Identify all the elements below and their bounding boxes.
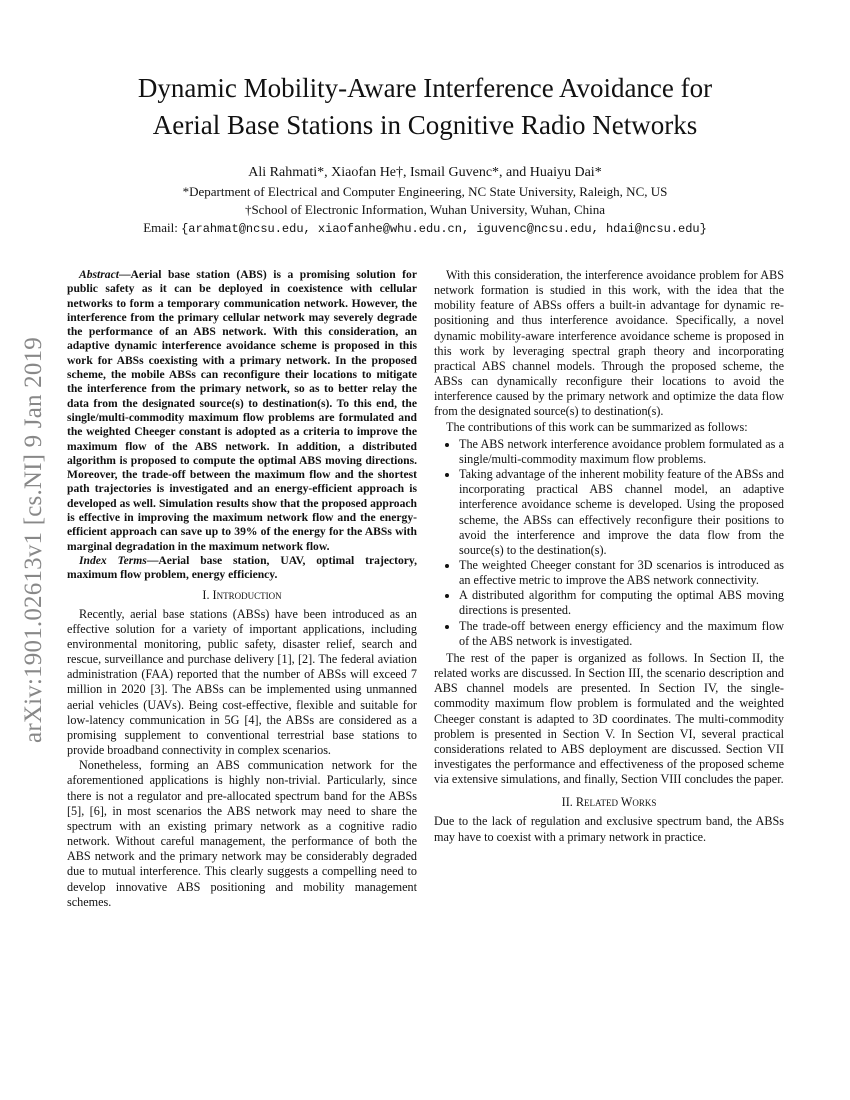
list-item: • The ABS network interference avoidance problem formulated as a single/multi-commodity maximum flow problems. [459,437,784,467]
list-item: • The weighted Cheeger constant for 3D scenarios is introduced as an effective metric to improve the ABS network connectivity. [459,558,784,588]
intro-paragraph-1: Recently, aerial base stations (ABSs) have been introduced as an effective solution for a variety of important applications, including environmental monitoring, public safety, disaster relief, search and rescue, surveillance and purchase delivery [1], [2]. The federal aviation administration (FAA) reported that the number of ABSs will exceed 7 million in 2020 [3]. The ABSs can be implemented using unmanned aerial vehicles (UAVs). Being cost-effective, flexible and suitable for low-latency communication in 5G [4], the ABSs are considered as a promising supplement to conventional terrestrial base stations to provide broadband connectivity in complex scenarios. [67,606,417,758]
index-terms-text: —Aerial base station, UAV, optimal trajectory, maximum flow problem, energy efficiency. [67,553,417,582]
intro-paragraph-2: Nonetheless, forming an ABS communication network for the aforementioned applications is highly non-trivial. Particularly, since there is not a regulator and pre-allocated spectrum band for the ABSs [5], [6], in most scenarios the ABS network may need to share the spectrum with an existing primary network as a cognitive radio network. Without careful management, the performance of both the ABS network and the primary network may be considerably degraded due to mutual interference. This clearly suggests a compelling need to develop innovative ABS positioning and mobility management schemes. [67,758,417,909]
paper-title [0,70,850,144]
affiliation-ncsu: *Department of Electrical and Computer Engineering, NC State University, Raleigh, NC, US [182,184,668,199]
affiliation-wuhan: †School of Electronic Information, Wuhan University, Wuhan, China [244,202,606,217]
email-addresses: {arahmat@ncsu.edu, xiaofanhe@whu.edu.cn, iguvenc@ncsu.edu, hdai@ncsu.edu} [181,222,707,236]
related-works-paragraph: Due to the lack of regulation and exclusive spectrum band, the ABSs may have to coexist with a primary network in practice. [434,814,784,844]
contributions-list [434,437,784,649]
arxiv-sidebar [14,310,54,770]
left-column [67,268,417,910]
list-item: • A distributed algorithm for computing the optimal ABS moving directions is presented. [459,588,784,618]
title-line-1: Dynamic Mobility-Aware Interference Avoidance for [137,73,713,103]
arxiv-identifier: arXiv:1901.02613v1 [cs.NI] 9 Jan 2019 [20,337,47,743]
right-column [434,268,784,845]
abstract-label: Abstract [79,268,119,281]
section-heading-introduction: I. Introduction [202,587,282,602]
author-list: Ali Rahmati*, Xiaofan He†, Ismail Guvenc*, and Huaiyu Dai* [248,165,602,180]
email-label: Email: [143,220,178,235]
intro-paragraph-3: With this consideration, the interference avoidance problem for ABS network formation is studied in this work, with the idea that the mobility feature of ABSs offers a built-in advantage for dynamic re-positioning and thus interference avoidance. Specifically, a novel dynamic mobility-aware interference avoidance scheme is proposed in this work by leveraging spectral graph theory and incorporating practical ABS channel models. Through the proposed scheme, the ABSs can dynamically reconfigure their locations to avoid the interference caused by the primary network and optimize the data flow from the designated source(s) to destination(s). [434,268,784,419]
contributions-intro: The contributions of this work can be summarized as follows: [446,419,748,434]
list-item: • The trade-off between energy efficiency and the maximum flow of the ABS network is investigated. [459,619,784,649]
index-terms-label: Index Terms [79,553,147,567]
section-heading-related-works: II. Related Works [561,795,657,810]
abstract-text: —Aerial base station (ABS) is a promising solution for public safety as it can be deployed in coexistence with cellular networks to form a temporary communication network. However, the interference from the primary cellular network may severely degrade the performance of an ABS network. With this consideration, an adaptive dynamic interference avoidance scheme is proposed in this work for ABSs coexisting with a primary network. In the proposed scheme, the mobile ABSs can reconfigure their locations to mitigate the interference from the primary network, so as to better relay the data from the designated source(s) to destination(s). To this end, the single/multi-commodity maximum flow problems are formulated and the weighted Cheeger constant is adopted as a criteria to improve the maximum flow of the ABS network. In addition, a distributed algorithm is proposed to compute the optimal ABS moving directions. Moreover, the trade-off between the maximum flow and the shortest path trajectories is investigated and an energy-efficient approach is developed as well. Simulation results show that the proposed approach is effective in improving the maximum network flow and the energy-efficient approach can save up to 39% of the energy for the ABSs with marginal degradation in the maximum network flow. [67,268,417,553]
index-terms [67,554,417,583]
email-line [0,220,850,237]
abstract [67,268,417,554]
organization-paragraph: The rest of the paper is organized as follows. In Section II, the related works are discussed. In Section III, the scenario description and ABS channel models are presented. In Section IV, the single-commodity maximum flow problem is formulated and the weighted Cheeger constant is adapted to 3D coordinates. The multi-commodity problem is presented in Section V. In Section VI, several practical considerations related to ABS deployment are discussed. Section VII investigates the performance and effectiveness of the proposed scheme via extensive simulations, and finally, Section VIII concludes the paper. [434,650,784,787]
list-item: • Taking advantage of the inherent mobility feature of the ABSs and incorporating practical ABS channel model, an adaptive interference avoidance scheme is developed. Using the proposed scheme, the ABSs can effectively reconfigure their positions to avoid the interference and improve the data flow from the source(s) to the destination(s). [459,467,784,558]
title-line-2: Aerial Base Stations in Cognitive Radio Networks [152,110,698,140]
